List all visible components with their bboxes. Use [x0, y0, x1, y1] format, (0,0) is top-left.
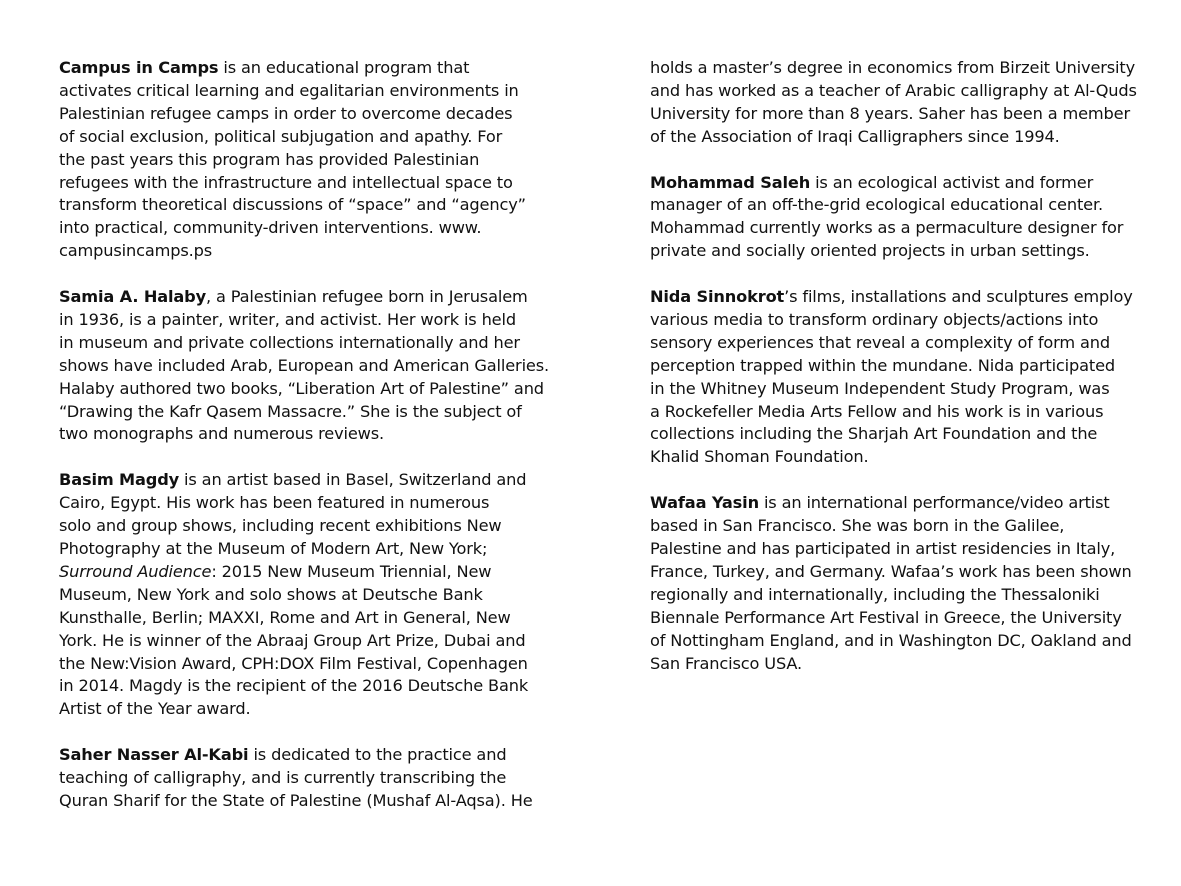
bio-text: , a Palestinian refugee born in Jerusalem — [206, 287, 528, 307]
bio-text: transform theoretical discussions of “space” and “agency” — [59, 195, 526, 215]
bio-text: is dedicated to the practice and — [248, 745, 507, 765]
text-line — [59, 126, 559, 149]
text-line — [59, 103, 559, 126]
bio-text: Cairo, Egypt. His work has been featured in numerous — [59, 493, 490, 513]
text-line — [59, 217, 559, 240]
bio-text: ’s films, installations and sculptures employ — [784, 287, 1133, 307]
text-line — [650, 286, 1150, 309]
bio-text: of Nottingham England, and in Washington DC, Oakland and — [650, 630, 1132, 650]
person-name: Campus in Camps — [59, 58, 219, 77]
text-line — [59, 744, 559, 767]
text-line — [650, 217, 1150, 240]
bio-text: regionally and internationally, including the Thessaloniki — [650, 584, 1100, 604]
text-line — [59, 423, 559, 446]
bio-text: solo and group shows, including recent exhibitions New — [59, 516, 502, 536]
person-name: Nida Sinnokrot — [650, 287, 785, 307]
person-name: Wafaa Yasin — [650, 493, 759, 513]
text-line — [59, 355, 559, 378]
text-line — [650, 584, 1150, 607]
bio-text: and has worked as a teacher of Arabic calligraphy at Al-Quds — [650, 80, 1137, 100]
text-line — [59, 767, 559, 790]
text-line — [59, 630, 559, 653]
text-line — [650, 355, 1150, 378]
bio-text: in museum and private collections internationally and her — [59, 332, 520, 352]
bio-text: perception trapped within the mundane. Nida participated — [650, 355, 1116, 375]
person-name: Mohammad Saleh — [650, 172, 811, 192]
left-column — [59, 57, 559, 836]
text-line — [59, 698, 559, 721]
bio-text: “Drawing the Kafr Qasem Massacre.” She is the subject of — [59, 401, 522, 421]
bio-text: campusincamps.ps — [59, 241, 213, 261]
bio-text: private and socially oriented projects in urban settings. — [650, 241, 1090, 261]
bio-text: Khalid Shoman Foundation. — [650, 447, 869, 467]
text-line — [59, 149, 559, 172]
bio-text: of social exclusion, political subjugation and apathy. For — [59, 126, 503, 146]
bio-text: based in San Francisco. She was born in the Galilee, — [650, 516, 1065, 536]
bio-text: San Francisco USA. — [650, 653, 803, 673]
bio-text: the New:Vision Award, CPH:DOX Film Festival, Copenhagen — [59, 653, 528, 673]
text-line — [650, 538, 1150, 561]
person-name: Basim Magdy — [59, 470, 180, 490]
bio-text: University for more than 8 years. Saher has been a member — [650, 103, 1130, 123]
bio-text: holds a master’s degree in economics from Birzeit University — [650, 58, 1136, 77]
text-line — [59, 561, 559, 584]
text-line — [650, 630, 1150, 653]
text-line — [650, 240, 1150, 263]
text-line — [650, 653, 1150, 676]
bio-text: of the Association of Iraqi Calligraphers since 1994. — [650, 126, 1060, 146]
text-line — [650, 80, 1150, 103]
bio-text: France, Turkey, and Germany. Wafaa’s work has been shown — [650, 561, 1132, 581]
bio-text: teaching of calligraphy, and is currently transcribing the — [59, 768, 507, 788]
text-line — [650, 309, 1150, 332]
text-line — [59, 378, 559, 401]
exhibition-title: Surround Audience — [59, 561, 212, 581]
text-line — [650, 172, 1150, 195]
right-column — [650, 57, 1150, 698]
bio-text: Mohammad currently works as a permaculture designer for — [650, 218, 1124, 238]
bio-paragraph-campus-in-camps — [59, 57, 559, 263]
text-line — [650, 515, 1150, 538]
bio-paragraph-samia-halaby — [59, 286, 559, 446]
bio-text: Kunsthalle, Berlin; MAXXI, Rome and Art in General, New — [59, 607, 511, 627]
bio-text: Palestine and has participated in artist residencies in Italy, — [650, 538, 1116, 558]
bio-text: collections including the Sharjah Art Foundation and the — [650, 424, 1098, 444]
text-line — [59, 332, 559, 355]
bio-paragraph-saher-al-kabi — [59, 744, 559, 813]
bio-text: manager of an off-the-grid ecological educational center. — [650, 195, 1103, 215]
bio-paragraph-saher-al-kabi-continued — [650, 57, 1150, 149]
text-line — [59, 653, 559, 676]
text-line — [59, 538, 559, 561]
bio-text: shows have included Arab, European and American Galleries. — [59, 355, 549, 375]
text-line — [59, 607, 559, 630]
text-line — [650, 378, 1150, 401]
text-line — [650, 446, 1150, 469]
bio-text: York. He is winner of the Abraaj Group Art Prize, Dubai and — [59, 630, 526, 650]
text-line — [59, 309, 559, 332]
text-line — [59, 469, 559, 492]
bio-text: Photography at the Museum of Modern Art, New York; — [59, 539, 488, 558]
text-line — [59, 286, 559, 309]
bio-text: sensory experiences that reveal a complexity of form and — [650, 332, 1110, 352]
bio-text: is an ecological activist and former — [810, 172, 1094, 192]
bio-text: Halaby authored two books, “Liberation Art of Palestine” and — [59, 378, 544, 398]
bio-text: the past years this program has provided Palestinian — [59, 149, 480, 169]
text-line — [650, 103, 1150, 126]
bio-text: in the Whitney Museum Independent Study Program, was — [650, 378, 1110, 398]
text-line — [650, 561, 1150, 584]
text-line — [650, 401, 1150, 424]
text-line — [650, 57, 1150, 80]
bio-text: Quran Sharif for the State of Palestine (Mushaf Al-Aqsa). He — [59, 790, 533, 810]
text-line — [59, 790, 559, 813]
text-line — [59, 57, 559, 80]
bio-text: refugees with the infrastructure and intellectual space to — [59, 172, 513, 192]
text-line — [59, 675, 559, 698]
bio-text: is an artist based in Basel, Switzerland and — [179, 470, 527, 490]
text-line — [59, 584, 559, 607]
text-line — [650, 492, 1150, 515]
bio-text: activates critical learning and egalitarian environments in — [59, 80, 519, 100]
text-line — [650, 126, 1150, 149]
bio-text: Museum, New York and solo shows at Deutsche Bank — [59, 584, 483, 604]
text-line — [59, 515, 559, 538]
bio-paragraph-wafaa-yasin — [650, 492, 1150, 675]
text-line — [650, 332, 1150, 355]
text-line — [59, 492, 559, 515]
bio-paragraph-basim-magdy — [59, 469, 559, 721]
text-line — [59, 194, 559, 217]
text-line — [59, 401, 559, 424]
text-line — [59, 172, 559, 195]
bio-text: two monographs and numerous reviews. — [59, 424, 385, 444]
bio-text: : 2015 New Museum Triennial, New — [211, 561, 492, 581]
bio-paragraph-mohammad-saleh — [650, 172, 1150, 264]
text-line — [650, 607, 1150, 630]
person-name: Saher Nasser Al-Kabi — [59, 745, 249, 765]
bio-text: in 2014. Magdy is the recipient of the 2016 Deutsche Bank — [59, 676, 529, 696]
bio-text: Biennale Performance Art Festival in Greece, the University — [650, 607, 1122, 627]
bio-text: is an international performance/video artist — [758, 493, 1110, 513]
text-line — [650, 194, 1150, 217]
bio-text: Artist of the Year award. — [59, 699, 251, 719]
bio-text: various media to transform ordinary objects/actions into — [650, 309, 1099, 329]
text-line — [59, 80, 559, 103]
bio-text: is an educational program that — [218, 58, 470, 77]
bio-text: in 1936, is a painter, writer, and activist. Her work is held — [59, 309, 516, 329]
text-line — [650, 423, 1150, 446]
bio-text: a Rockefeller Media Arts Fellow and his work is in various — [650, 401, 1104, 421]
person-name: Samia A. Halaby — [59, 287, 207, 307]
bio-text: Palestinian refugee camps in order to overcome decades — [59, 103, 513, 123]
bio-paragraph-nida-sinnokrot — [650, 286, 1150, 469]
bio-text: into practical, community-driven interventions. www. — [59, 218, 482, 238]
text-line — [59, 240, 559, 263]
